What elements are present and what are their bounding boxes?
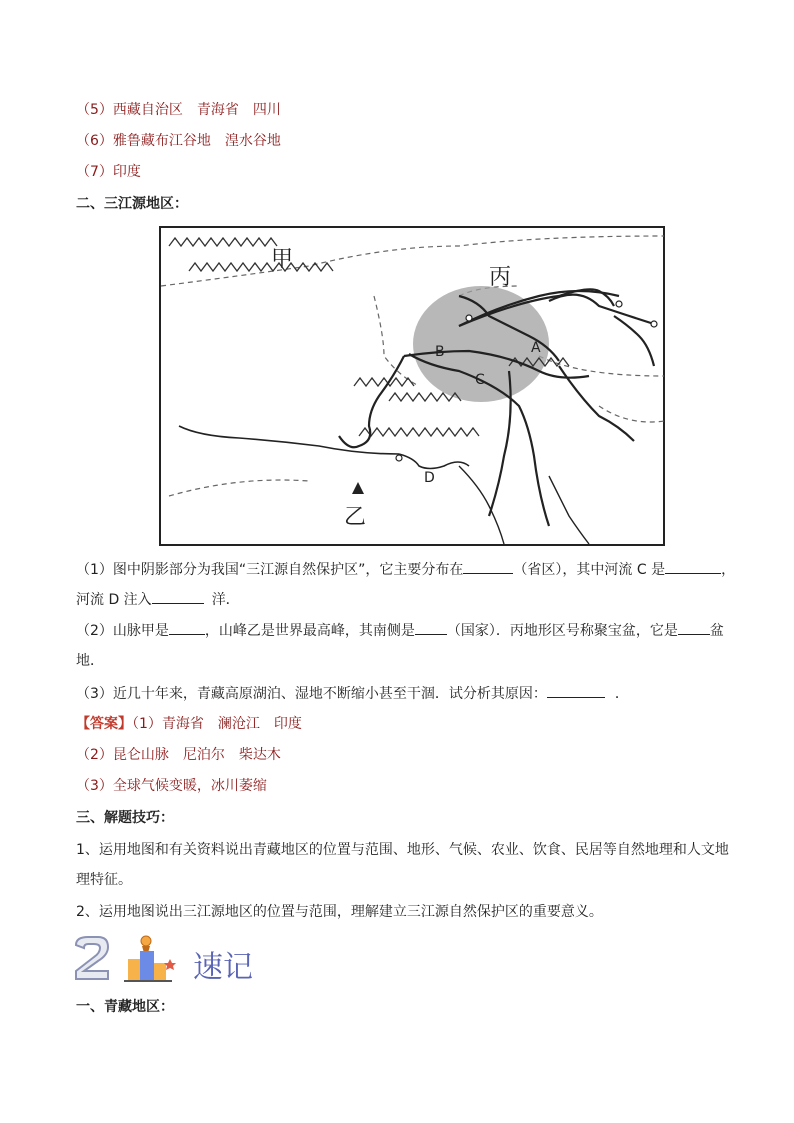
section-heading-qingzang: 一、青藏地区： [76,999,174,1015]
map-label-B: B [435,344,445,360]
question-text: ． [614,686,629,702]
question-2-line-1 [76,620,724,641]
answer-blank[interactable] [547,683,605,698]
question-3 [76,683,629,704]
answer-3 [76,776,267,796]
answer-text: 柴达木 [238,747,281,763]
section-heading-3: 三、解题技巧： [76,810,174,826]
item-number: （2） [76,747,113,763]
question-1-line-1 [76,559,735,580]
question-1-line-2 [76,589,240,610]
item-number: （6） [76,133,113,149]
map-label-yi: 乙 [344,505,367,530]
podium-icon [122,933,178,983]
answer-text: 尼泊尔 [182,747,225,763]
answer-line-5 [76,100,281,120]
answer-text: 四川 [252,102,281,118]
question-text: 地． [76,653,104,669]
question-text: （国家）．丙地形区号称聚宝盆，它是 [446,623,678,639]
map-label-D: D [424,470,435,486]
section-heading-2: 二、三江源地区： [76,196,188,212]
answer-1 [76,714,302,734]
sanjiangyuan-map [159,226,665,546]
tip-1-line-2: 理特征。 [76,872,132,888]
answer-blank[interactable] [678,620,710,635]
question-text: ， [721,562,736,578]
answer-text: 昆仑山脉 [112,747,169,763]
question-text: （2）山脉甲是 [76,623,169,639]
answer-text: 青海省 [161,716,204,732]
item-number: （7） [76,164,113,180]
question-text: （1）图中阴影部分为我国“三江源自然保护区”，它主要分布在 [76,562,464,578]
map-label-jia: 甲 [271,247,294,272]
question-2-line-2 [76,651,104,671]
question-text: （省区），其中河流 C 是 [513,562,666,578]
answer-text: 印度 [112,164,141,180]
answer-text: 湟水谷地 [224,133,281,149]
question-text: 盆 [709,623,724,639]
answer-blank[interactable] [152,589,204,604]
question-text: （3）近几十年来，青藏高原湖泊、湿地不断缩小甚至干涸．试分析其原因： [76,686,547,702]
question-text: 河流 D 注入 [76,592,152,608]
answer-text: 全球气候变暖，冰川萎缩 [112,778,267,794]
answer-line-7 [76,162,141,182]
tip-1-line-1: 1、运用地图和有关资料说出青藏地区的位置与范围、地形、气候、农业、饮食、民居等自然地理和人文地 [76,842,729,858]
question-text: 洋． [211,592,240,608]
answer-text: 西藏自治区 [112,102,183,118]
speed-memo-title: 速记 [193,950,253,985]
answer-text: 雅鲁藏布江谷地 [112,133,211,149]
answer-blank[interactable] [415,620,447,635]
map-label-C: C [475,372,485,388]
tip-2: 2、运用地图说出三江源地区的位置与范围，理解建立三江源自然保护区的重要意义。 [76,904,603,920]
item-number: （1） [132,716,162,732]
answer-blank[interactable] [665,559,721,574]
answer-line-6 [76,131,281,151]
answer-2 [76,745,281,765]
answer-tag: 【答案】 [76,716,132,732]
answer-blank[interactable] [463,559,513,574]
item-number: （5） [76,102,113,118]
item-number: （3） [76,778,113,794]
question-text: ，山峰乙是世界最高峰，其南侧是 [204,623,415,639]
map-label-A: A [531,340,541,356]
answer-text: 印度 [273,716,302,732]
map-label-bing: 丙 [489,265,512,290]
answer-text: 青海省 [196,102,239,118]
answer-text: 澜沧江 [217,716,260,732]
number-2-icon [72,935,112,981]
answer-blank[interactable] [169,620,205,635]
